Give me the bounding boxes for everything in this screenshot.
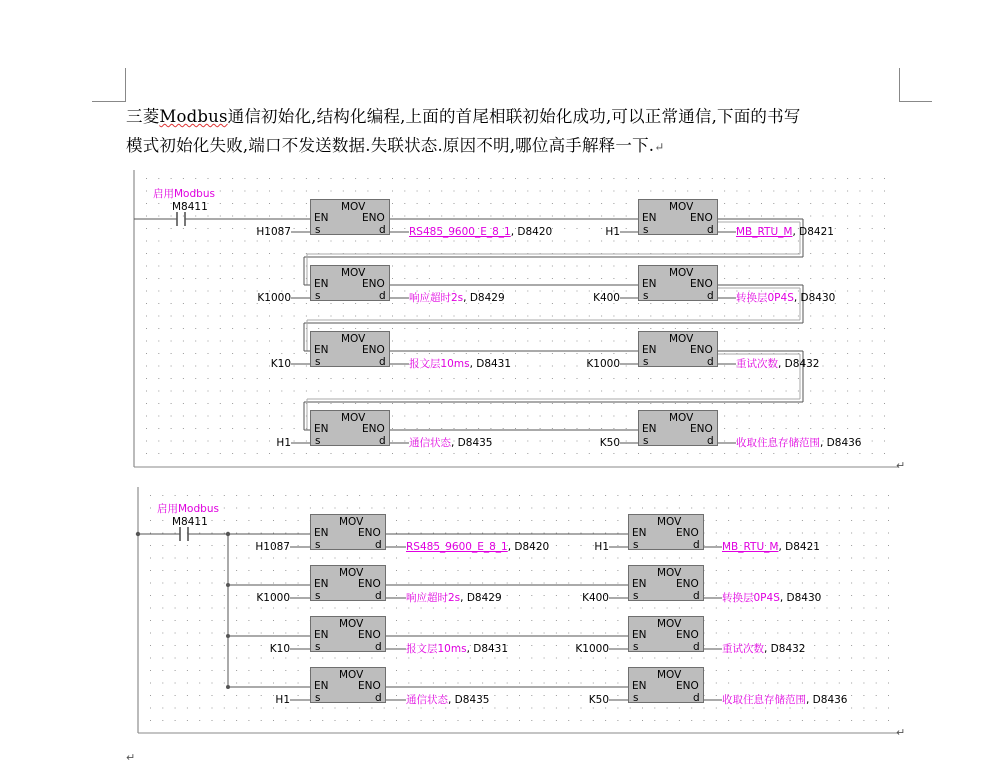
right-destination-address: , D8430	[779, 592, 822, 604]
right-destination-address: , D8421	[778, 541, 820, 553]
pin-s: s	[315, 435, 321, 447]
pin-en: EN	[632, 578, 647, 590]
left-destination-address: , D8429	[460, 592, 502, 604]
pin-eno: ENO	[676, 680, 699, 692]
right-destination-comment: 重试次数	[736, 358, 778, 370]
normally-open-contact-icon[interactable]	[180, 527, 188, 541]
left-source-value: H1087	[256, 226, 291, 238]
pin-en: EN	[314, 278, 329, 290]
pin-eno: ENO	[362, 212, 385, 224]
left-destination-comment: 报文层10ms	[409, 358, 470, 370]
left-source-value: K10	[269, 643, 290, 655]
pin-d: d	[375, 590, 382, 602]
pin-d: d	[379, 435, 386, 447]
left-source-value: K10	[270, 358, 291, 370]
pin-s: s	[315, 539, 321, 551]
right-destination-address: , D8421	[792, 226, 834, 238]
pin-d: d	[693, 641, 700, 653]
right-destination-address: , D8430	[793, 292, 836, 304]
right-destination	[722, 592, 821, 604]
left-destination-address: , D8420	[510, 226, 553, 238]
pin-eno: ENO	[676, 527, 699, 539]
line-1-prefix: 三菱	[126, 107, 160, 126]
mov-block-right-1[interactable]	[628, 514, 704, 550]
mov-block-left-4[interactable]	[310, 667, 386, 703]
pin-eno: ENO	[358, 578, 381, 590]
left-destination-comment: 响应超时2s	[409, 292, 464, 304]
mov-block-left-1[interactable]	[310, 514, 386, 550]
left-destination	[406, 592, 502, 604]
left-destination-comment: RS485_9600_E_8_1	[406, 541, 508, 553]
pin-s: s	[315, 356, 321, 368]
block-name: MOV	[669, 412, 694, 424]
block-name: MOV	[669, 201, 694, 213]
pin-eno: ENO	[690, 423, 713, 435]
left-destination-address: , D8435	[448, 694, 490, 706]
pin-s: s	[633, 692, 639, 704]
pin-eno: ENO	[676, 578, 699, 590]
left-destination-comment: RS485_9600_E_8_1	[409, 226, 511, 238]
right-source-value: K400	[582, 592, 609, 604]
panel-2-end-mark: ↵	[896, 726, 906, 739]
rail-junction-dot	[136, 532, 140, 536]
pin-eno: ENO	[362, 344, 385, 356]
pin-en: EN	[314, 680, 329, 692]
pin-s: s	[315, 590, 321, 602]
right-source-value: K50	[588, 694, 609, 706]
pin-en: EN	[632, 629, 647, 641]
pin-en: EN	[314, 423, 329, 435]
pin-d: d	[707, 224, 714, 236]
pin-s: s	[633, 539, 639, 551]
right-source-value: K1000	[575, 643, 609, 655]
block-name: MOV	[341, 333, 366, 345]
pin-d: d	[379, 290, 386, 302]
pin-s: s	[315, 641, 321, 653]
left-source-value: K1000	[257, 292, 291, 304]
left-destination-comment: 通信状态	[406, 694, 448, 706]
pin-en: EN	[642, 423, 657, 435]
block-name: MOV	[669, 333, 694, 345]
enable-comment: 启用Modbus	[157, 503, 219, 515]
block-name: MOV	[341, 267, 366, 279]
left-destination-address: , D8420	[507, 541, 550, 553]
pin-eno: ENO	[362, 278, 385, 290]
right-source-value: K50	[599, 437, 620, 449]
right-destination-address: , D8436	[806, 694, 848, 706]
pin-en: EN	[642, 344, 657, 356]
pin-eno: ENO	[362, 423, 385, 435]
pin-eno: ENO	[690, 212, 713, 224]
right-destination-address: , D8436	[820, 437, 862, 449]
left-destination	[406, 643, 508, 655]
pin-d: d	[375, 641, 382, 653]
right-source-value: K400	[593, 292, 620, 304]
mov-block-left-3[interactable]	[310, 616, 386, 652]
right-destination-comment: 转换层0P4S	[736, 292, 794, 304]
right-destination-comment: 收取住息存储范围	[736, 437, 820, 449]
left-destination-comment: 报文层10ms	[406, 643, 467, 655]
pin-d: d	[693, 692, 700, 704]
right-destination	[722, 694, 847, 706]
panel-1-end-mark: ↵	[896, 459, 906, 472]
pin-s: s	[643, 290, 649, 302]
block-name: MOV	[339, 567, 364, 579]
right-destination-comment: 转换层0P4S	[722, 592, 780, 604]
left-source-value: K1000	[256, 592, 290, 604]
line-1-text: 通信初始化,结构化编程,上面的首尾相联初始化成功,可以正常通信,下面的书写	[227, 107, 801, 126]
pin-d: d	[693, 539, 700, 551]
right-destination	[722, 541, 820, 553]
right-destination-address: , D8432	[778, 358, 820, 370]
block-name: MOV	[339, 618, 364, 630]
left-destination-comment: 通信状态	[409, 437, 451, 449]
mov-block-right-4[interactable]	[628, 667, 704, 703]
left-source-value: H1	[275, 694, 290, 706]
pin-s: s	[643, 224, 649, 236]
left-source-value: H1	[276, 437, 291, 449]
document-end-mark: ↵	[126, 751, 136, 764]
left-destination-address: , D8431	[469, 358, 512, 370]
block-name: MOV	[341, 201, 366, 213]
line-2-text: 模式初始化失败,端口不发送数据.失联状态.原因不明,哪位高手解释一下.	[126, 136, 655, 155]
pin-s: s	[643, 356, 649, 368]
pin-s: s	[643, 435, 649, 447]
left-source-value: H1087	[255, 541, 290, 553]
right-destination-comment: MB_RTU_M	[722, 541, 779, 553]
right-destination-address: , D8432	[764, 643, 806, 655]
pin-en: EN	[314, 629, 329, 641]
mov-block-right-3[interactable]	[628, 616, 704, 652]
pin-en: EN	[314, 578, 329, 590]
enable-contact-label: M8411	[172, 516, 208, 528]
right-destination-comment: 重试次数	[722, 643, 764, 655]
right-destination-comment: 收取住息存储范围	[722, 694, 806, 706]
left-destination-comment: 响应超时2s	[406, 592, 461, 604]
pin-s: s	[633, 590, 639, 602]
pin-s: s	[633, 641, 639, 653]
pin-en: EN	[642, 278, 657, 290]
enable-comment: 启用Modbus	[153, 188, 215, 200]
right-source-value: K1000	[586, 358, 620, 370]
block-name: MOV	[669, 267, 694, 279]
pin-s: s	[315, 692, 321, 704]
block-name: MOV	[657, 567, 682, 579]
block-name: MOV	[657, 669, 682, 681]
pin-d: d	[707, 290, 714, 302]
block-name: MOV	[339, 516, 364, 528]
pin-d: d	[379, 356, 386, 368]
pin-d: d	[693, 590, 700, 602]
right-source-value: H1	[605, 226, 620, 238]
left-destination-address: , D8431	[466, 643, 509, 655]
pin-eno: ENO	[690, 344, 713, 356]
pin-eno: ENO	[690, 278, 713, 290]
block-name: MOV	[339, 669, 364, 681]
pin-eno: ENO	[676, 629, 699, 641]
pin-eno: ENO	[358, 629, 381, 641]
left-destination	[406, 694, 489, 706]
right-destination	[722, 643, 805, 655]
pin-d: d	[375, 539, 382, 551]
right-destination-comment: MB_RTU_M	[736, 226, 793, 238]
mov-block-right-2[interactable]	[628, 565, 704, 601]
pin-en: EN	[642, 212, 657, 224]
left-destination-address: , D8435	[451, 437, 493, 449]
pin-d: d	[379, 224, 386, 236]
left-destination	[406, 541, 549, 553]
pin-s: s	[315, 290, 321, 302]
pin-d: d	[707, 435, 714, 447]
pin-en: EN	[314, 344, 329, 356]
enable-contact-label: M8411	[172, 201, 208, 213]
block-name: MOV	[657, 516, 682, 528]
spellcheck-word: Modbus	[159, 107, 228, 126]
pin-en: EN	[314, 527, 329, 539]
paragraph-mark-icon: ↵	[654, 140, 665, 154]
pin-en: EN	[632, 527, 647, 539]
pin-d: d	[707, 356, 714, 368]
pin-en: EN	[632, 680, 647, 692]
pin-en: EN	[314, 212, 329, 224]
right-source-value: H1	[594, 541, 609, 553]
pin-s: s	[315, 224, 321, 236]
pin-eno: ENO	[358, 680, 381, 692]
pin-eno: ENO	[358, 527, 381, 539]
mov-block-left-2[interactable]	[310, 565, 386, 601]
left-destination-address: , D8429	[463, 292, 505, 304]
pin-d: d	[375, 692, 382, 704]
block-name: MOV	[657, 618, 682, 630]
block-name: MOV	[341, 412, 366, 424]
